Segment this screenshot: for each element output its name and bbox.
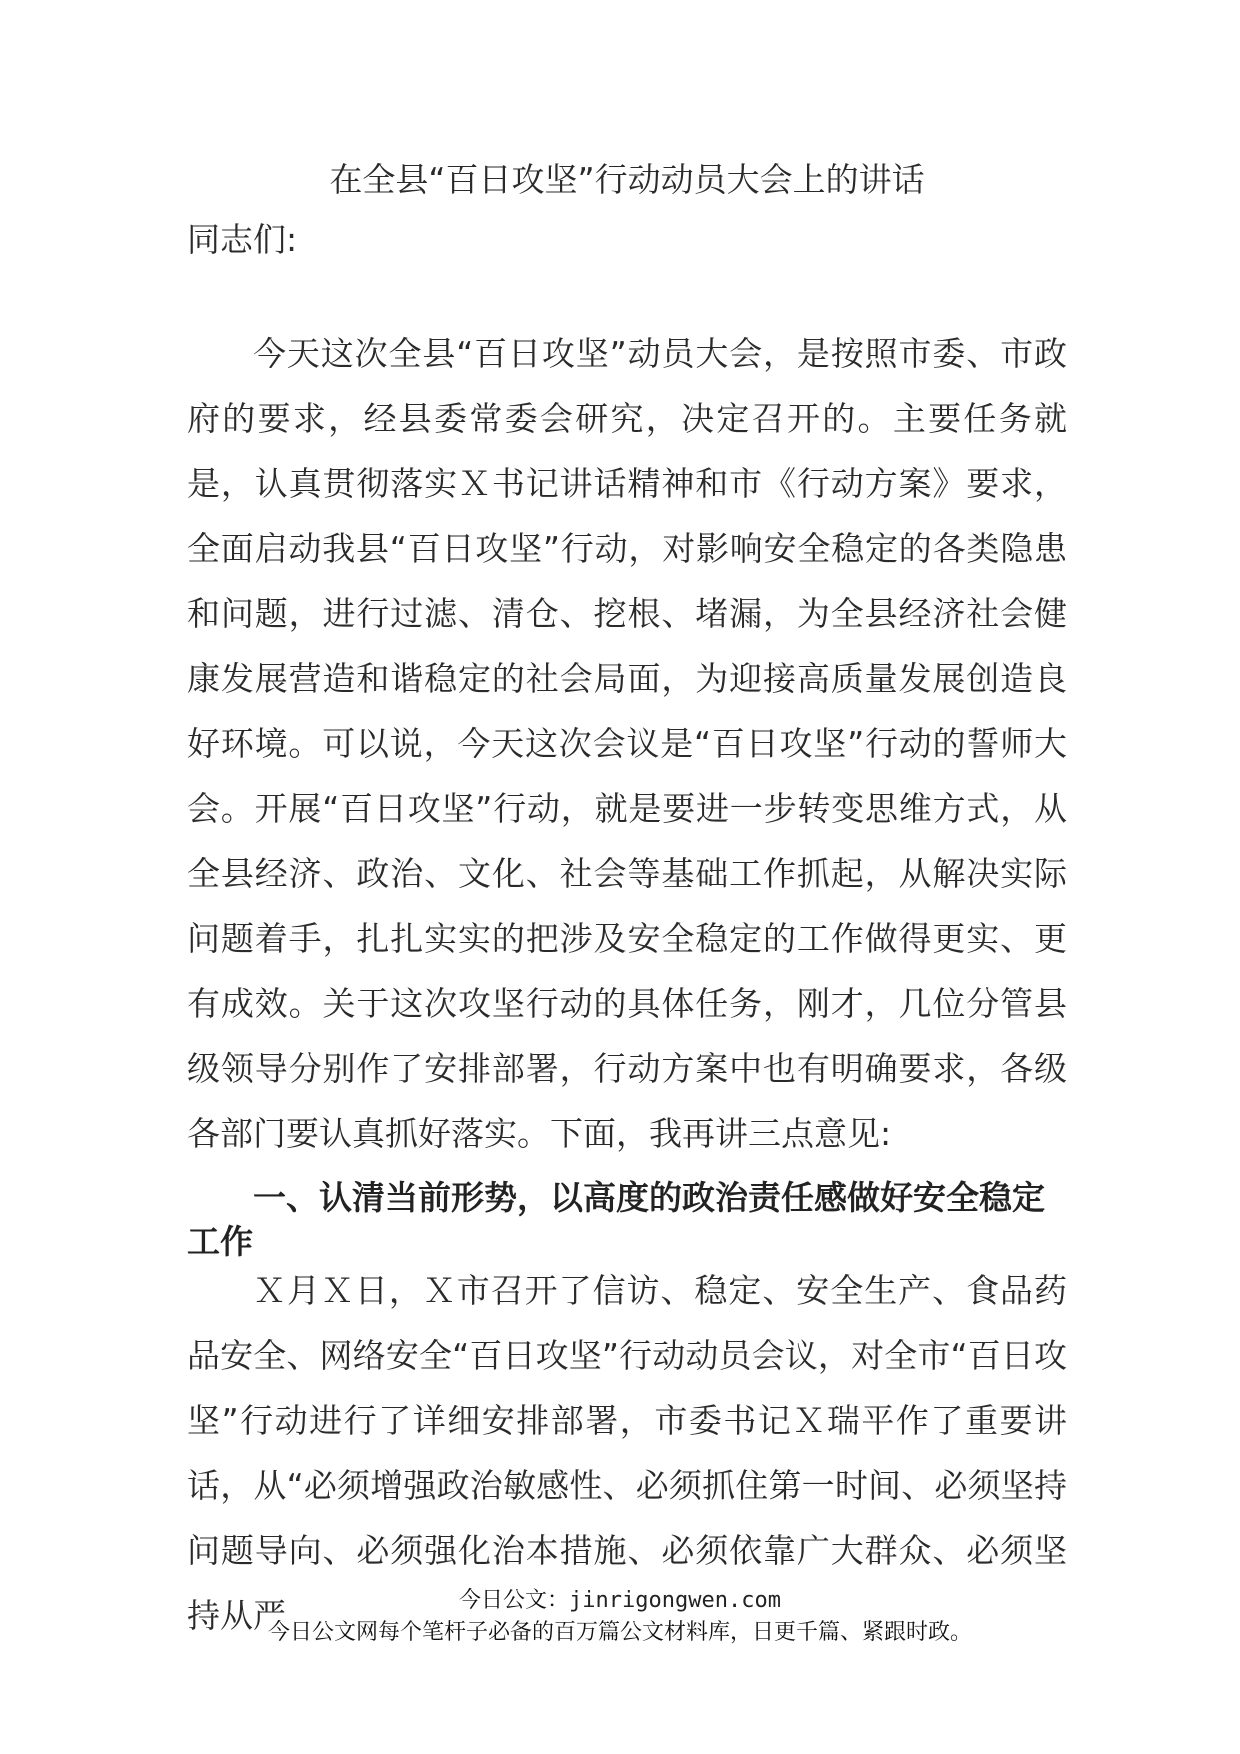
footer-tagline: 今日公文网每个笔杆子必备的百万篇公文材料库，日更千篇、紧跟时政。 xyxy=(267,1620,972,1645)
paragraph-intro: 今天这次全县“百日攻坚”动员大会，是按照市委、市政府的要求，经县委常委会研究，决定召开的。主要任务就是，认真贯彻落实Ｘ书记讲话精神和市《行动方案》要求，全面启动我县“百日攻坚”行动，对影响安全稳定的各类隐患和问题，进行过滤、清仓、挖根、堵漏，为全县经济社会健康发展营造和谐稳定的社会局面，为迎接高质量发展创造良好环境。可以说，今天这次会议是“百日攻坚”行动的誓师大会。开展“百日攻坚”行动，就是要进一步转变思维方式，从全县经济、政治、文化、社会等基础工作抓起，从解决实际问题着手，扎扎实实的把涉及安全稳定的工作做得更实、更有成效。关于这次攻坚行动的具体任务，刚才，几位分管县级领导分别作了安排部署，行动方案中也有明确要求，各级各部门要认真抓好落实。下面，我再讲三点意见: xyxy=(187,334,1067,1153)
footer-site-label: 今日公文： xyxy=(459,1588,570,1613)
document-title: 在全县“百日攻坚”行动动员大会上的讲话 xyxy=(329,160,925,199)
salutation: 同志们: xyxy=(187,220,298,259)
section-heading-1: 一、认清当前形势，以高度的政治责任感做好安全稳定工作 xyxy=(187,1178,1045,1261)
footer-site-line xyxy=(0,1586,1240,1616)
paragraph-section-1: Ｘ月Ｘ日，Ｘ市召开了信访、稳定、安全生产、食品药品安全、网络安全“百日攻坚”行动动员会议，对全市“百日攻坚”行动进行了详细安排部署，市委书记Ｘ瑞平作了重要讲话，从“必须增强政治敏感性、必须抓住第一时间、必须坚持问题导向、必须强化治本措施、必须依靠广大群众、必须坚持从严 xyxy=(187,1271,1067,1635)
footer-site-link[interactable]: jinrigongwen.com xyxy=(569,1588,781,1613)
